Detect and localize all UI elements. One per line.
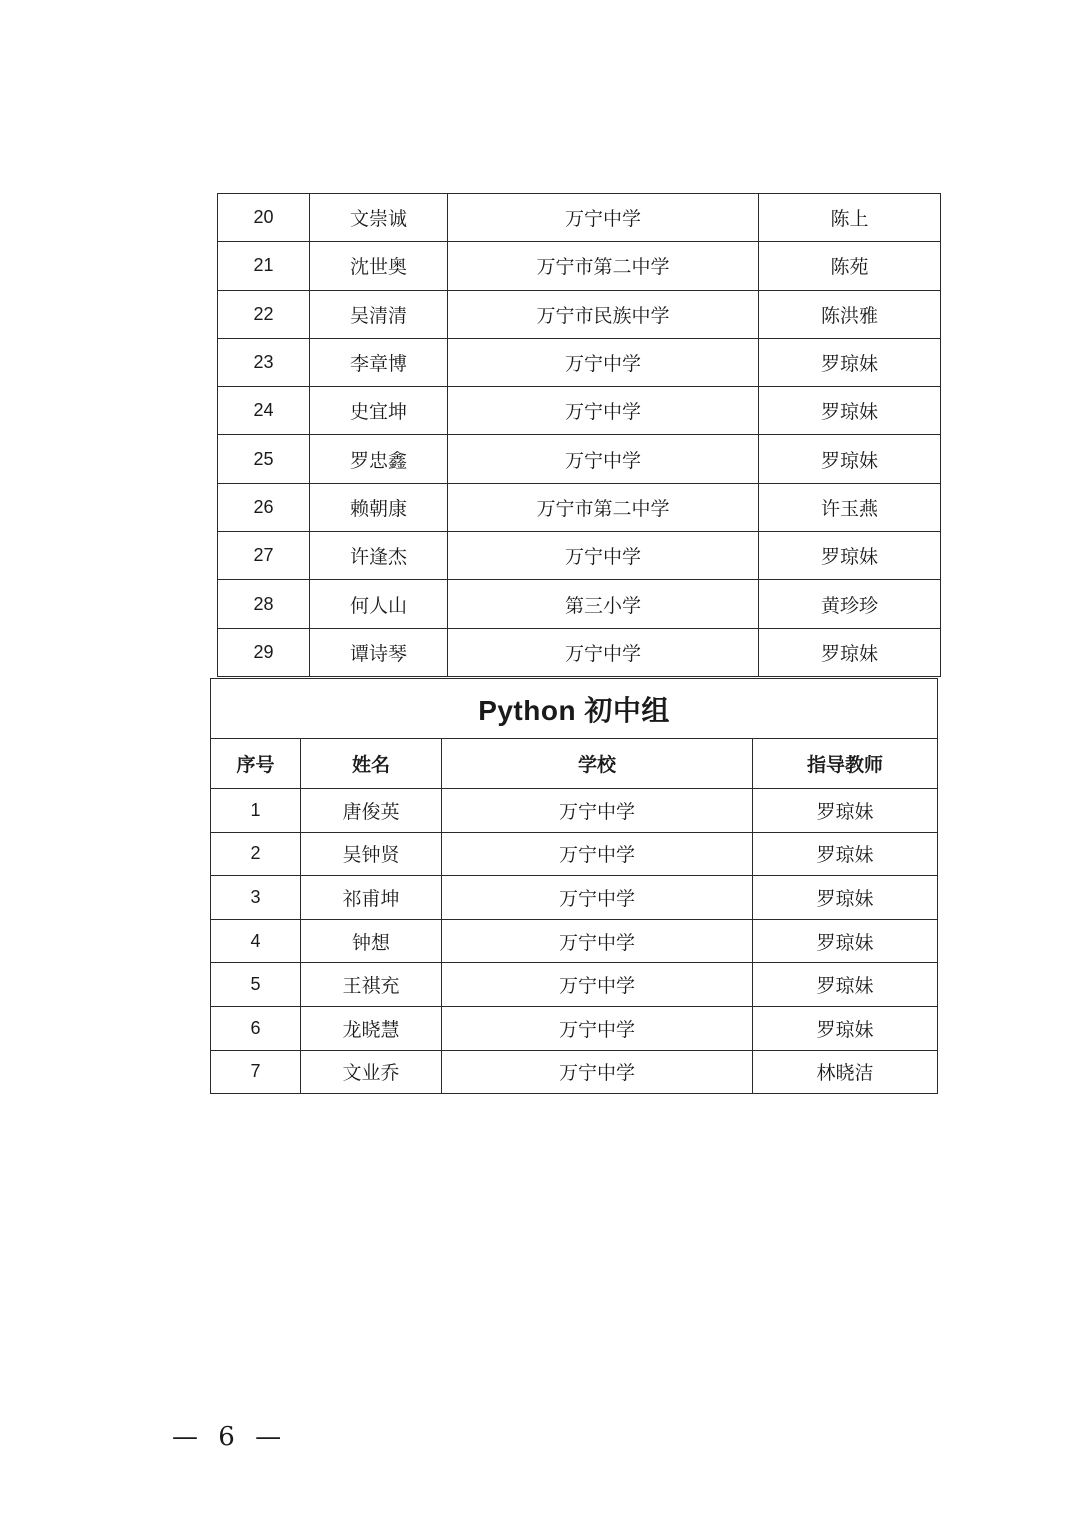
cell-name: 吴钟贤: [301, 832, 442, 876]
cell-no: 25: [218, 435, 310, 483]
cell-school: 万宁市民族中学: [448, 290, 759, 338]
cell-school: 万宁中学: [448, 194, 759, 242]
cell-no: 21: [218, 242, 310, 290]
cell-school: 万宁中学: [442, 832, 753, 876]
cell-name: 唐俊英: [301, 789, 442, 833]
header-school: 学校: [442, 739, 753, 789]
cell-no: 24: [218, 387, 310, 435]
cell-school: 万宁中学: [442, 789, 753, 833]
table-row: [211, 876, 938, 920]
cell-no: 4: [211, 919, 301, 963]
cell-teacher: 陈洪雅: [759, 290, 941, 338]
page-number: — 6 —: [172, 1422, 288, 1452]
cell-name: 文崇诚: [310, 194, 448, 242]
cell-teacher: 陈苑: [759, 242, 941, 290]
cell-no: 20: [218, 194, 310, 242]
cell-name: 文业乔: [301, 1050, 442, 1094]
cell-teacher: 罗琼妹: [753, 963, 938, 1007]
cell-no: 2: [211, 832, 301, 876]
cell-school: 万宁市第二中学: [448, 483, 759, 531]
cell-teacher: 罗琼妹: [759, 628, 941, 676]
section-title: Python 初中组: [211, 679, 938, 739]
cell-school: 万宁中学: [442, 1006, 753, 1050]
cell-teacher: 罗琼妹: [753, 919, 938, 963]
cell-name: 祁甫坤: [301, 876, 442, 920]
cell-name: 史宜坤: [310, 387, 448, 435]
table-row: [218, 338, 941, 386]
cell-no: 5: [211, 963, 301, 1007]
header-name: 姓名: [301, 739, 442, 789]
table-row: [211, 1006, 938, 1050]
cell-teacher: 罗琼妹: [753, 832, 938, 876]
table-row: [211, 789, 938, 833]
column-header-row: [211, 739, 938, 789]
section-title-row: [211, 679, 938, 739]
cell-teacher: 罗琼妹: [753, 789, 938, 833]
cell-no: 28: [218, 580, 310, 628]
cell-no: 23: [218, 338, 310, 386]
table-row: [218, 194, 941, 242]
cell-name: 许逢杰: [310, 532, 448, 580]
cell-name: 龙晓慧: [301, 1006, 442, 1050]
table-row: [211, 1050, 938, 1094]
python-junior-table: [210, 678, 938, 1094]
cell-teacher: 陈上: [759, 194, 941, 242]
cell-teacher: 罗琼妹: [759, 387, 941, 435]
header-no: 序号: [211, 739, 301, 789]
cell-school: 万宁中学: [442, 919, 753, 963]
cell-no: 7: [211, 1050, 301, 1094]
cell-school: 万宁中学: [442, 876, 753, 920]
cell-name: 李章博: [310, 338, 448, 386]
table-row: [218, 435, 941, 483]
cell-no: 26: [218, 483, 310, 531]
cell-teacher: 罗琼妹: [753, 876, 938, 920]
cell-no: 3: [211, 876, 301, 920]
cell-name: 谭诗琴: [310, 628, 448, 676]
cell-teacher: 罗琼妹: [759, 435, 941, 483]
cell-teacher: 林晓洁: [753, 1050, 938, 1094]
table-row: [211, 963, 938, 1007]
cell-name: 钟想: [301, 919, 442, 963]
cell-no: 22: [218, 290, 310, 338]
cell-teacher: 罗琼妹: [759, 338, 941, 386]
cell-name: 罗忠鑫: [310, 435, 448, 483]
cell-name: 沈世奥: [310, 242, 448, 290]
cell-school: 万宁中学: [442, 1050, 753, 1094]
cell-name: 王祺充: [301, 963, 442, 1007]
table-row: [218, 242, 941, 290]
table-row: [218, 532, 941, 580]
cell-teacher: 黄珍珍: [759, 580, 941, 628]
cell-school: 万宁中学: [448, 628, 759, 676]
table-row: [218, 483, 941, 531]
cell-no: 6: [211, 1006, 301, 1050]
cell-school: 万宁中学: [448, 387, 759, 435]
cell-school: 万宁中学: [442, 963, 753, 1007]
cell-no: 27: [218, 532, 310, 580]
cell-school: 万宁中学: [448, 532, 759, 580]
table-row: [218, 628, 941, 676]
cell-teacher: 许玉燕: [759, 483, 941, 531]
table-row: [211, 832, 938, 876]
table-row: [218, 580, 941, 628]
cell-teacher: 罗琼妹: [753, 1006, 938, 1050]
cell-name: 吴清清: [310, 290, 448, 338]
cell-school: 万宁市第二中学: [448, 242, 759, 290]
table-row: [218, 387, 941, 435]
cell-no: 29: [218, 628, 310, 676]
table-row: [211, 919, 938, 963]
results-table-continued: [217, 193, 941, 677]
cell-teacher: 罗琼妹: [759, 532, 941, 580]
cell-school: 第三小学: [448, 580, 759, 628]
header-teacher: 指导教师: [753, 739, 938, 789]
cell-school: 万宁中学: [448, 338, 759, 386]
cell-no: 1: [211, 789, 301, 833]
cell-school: 万宁中学: [448, 435, 759, 483]
cell-name: 何人山: [310, 580, 448, 628]
table-row: [218, 290, 941, 338]
cell-name: 赖朝康: [310, 483, 448, 531]
